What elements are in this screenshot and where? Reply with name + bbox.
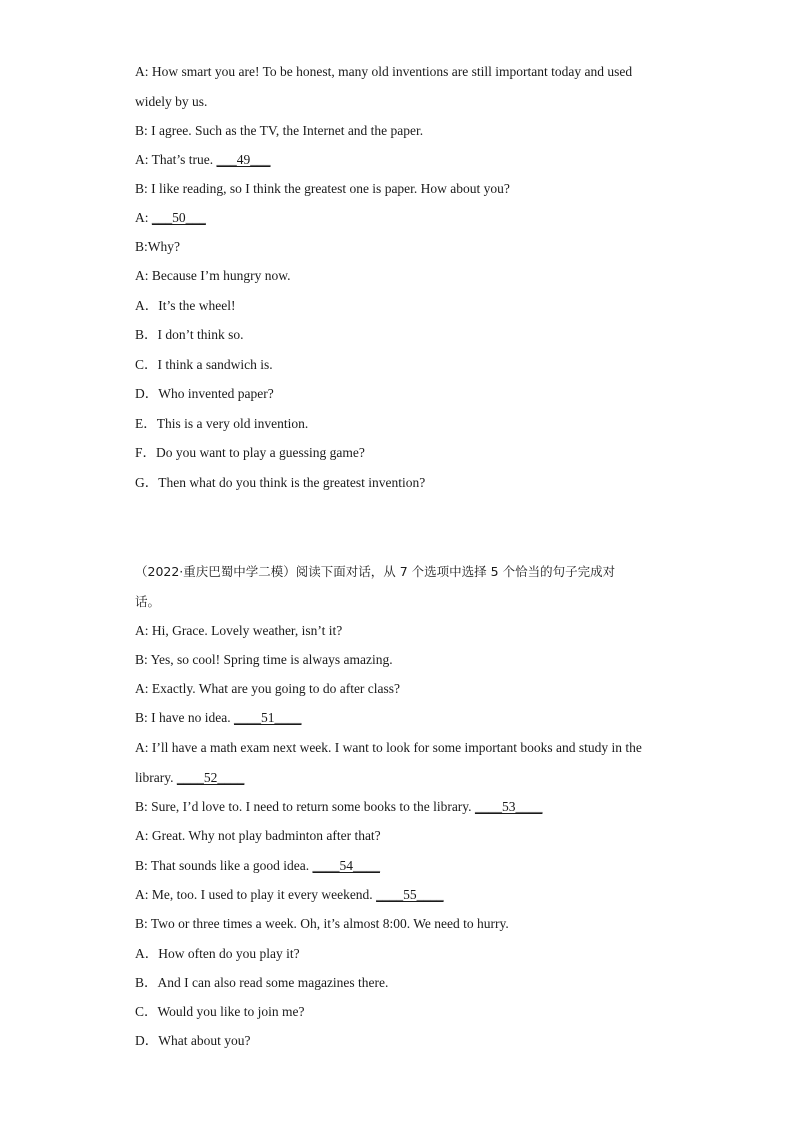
dialogue-line: B:Why? [135, 239, 180, 254]
dialogue-text: B: I have no idea. [135, 710, 231, 725]
dialogue-line: A: Because I’m hungry now. [135, 268, 291, 283]
option-item: A．How often do you play it? [135, 946, 300, 961]
dialogue-text: A: Me, too. I used to play it every weekend. [135, 887, 373, 902]
answer-blank-52: ____52____ [176, 770, 245, 785]
section-intro: （2022·重庆巴蜀中学二模）阅读下面对话，从 7 个选项中选择 5 个恰当的句子完成对 [135, 564, 616, 579]
option-item: A．It’s the wheel! [135, 298, 236, 313]
dialogue-line-49 [135, 150, 271, 170]
option-item: C．I think a sandwich is. [135, 357, 273, 372]
dialogue-line: A: Great. Why not play badminton after that? [135, 828, 381, 843]
option-item: D．What about you? [135, 1033, 251, 1048]
option-item: G．Then what do you think is the greatest invention? [135, 475, 426, 490]
option-item: C．Would you like to join me? [135, 1004, 305, 1019]
answer-blank-55: ____55____ [376, 887, 444, 902]
dialogue-line: B: Two or three times a week. Oh, it’s almost 8:00. We need to hurry. [135, 916, 509, 931]
dialogue-line-51 [135, 708, 301, 728]
dialogue-text: A: That’s true. [135, 152, 214, 167]
dialogue-line: B: I agree. Such as the TV, the Internet and the paper. [135, 123, 424, 138]
answer-blank-54: ____54____ [312, 858, 380, 873]
dialogue-line: A: I’ll have a math exam next week. I want to look for some important books and study in the [135, 740, 642, 755]
option-item: D．Who invented paper? [135, 386, 274, 401]
dialogue-line-53 [135, 797, 542, 817]
dialogue-line-52 [135, 768, 244, 788]
dialogue-line: widely by us. [135, 94, 208, 109]
answer-blank-53: ____53____ [474, 799, 543, 814]
answer-blank-50: ___50___ [151, 210, 206, 225]
option-item: B．And I can also read some magazines there. [135, 975, 389, 990]
answer-blank-51: ____51____ [233, 710, 302, 725]
option-item: F．Do you want to play a guessing game? [135, 445, 365, 460]
dialogue-line: B: Yes, so cool! Spring time is always amazing. [135, 652, 393, 667]
dialogue-line: A: Hi, Grace. Lovely weather, isn’t it? [135, 623, 343, 638]
dialogue-text: B: That sounds like a good idea. [135, 858, 310, 873]
dialogue-line: B: I like reading, so I think the greatest one is paper. How about you? [135, 181, 510, 196]
dialogue-text: B: Sure, I’d love to. I need to return some books to the library. [135, 799, 472, 814]
dialogue-text: A: [135, 210, 149, 225]
answer-blank-49: ___49___ [216, 152, 271, 167]
dialogue-text: library. [135, 770, 174, 785]
dialogue-line: A: Exactly. What are you going to do after class? [135, 681, 401, 696]
option-item: E．This is a very old invention. [135, 416, 309, 431]
dialogue-line-54 [135, 856, 380, 876]
dialogue-line-50 [135, 208, 206, 228]
dialogue-line-55 [135, 885, 444, 905]
option-item: B．I don’t think so. [135, 327, 244, 342]
dialogue-line: A: How smart you are! To be honest, many old inventions are still important today and used [135, 64, 633, 79]
section-intro: 话。 [135, 594, 161, 609]
